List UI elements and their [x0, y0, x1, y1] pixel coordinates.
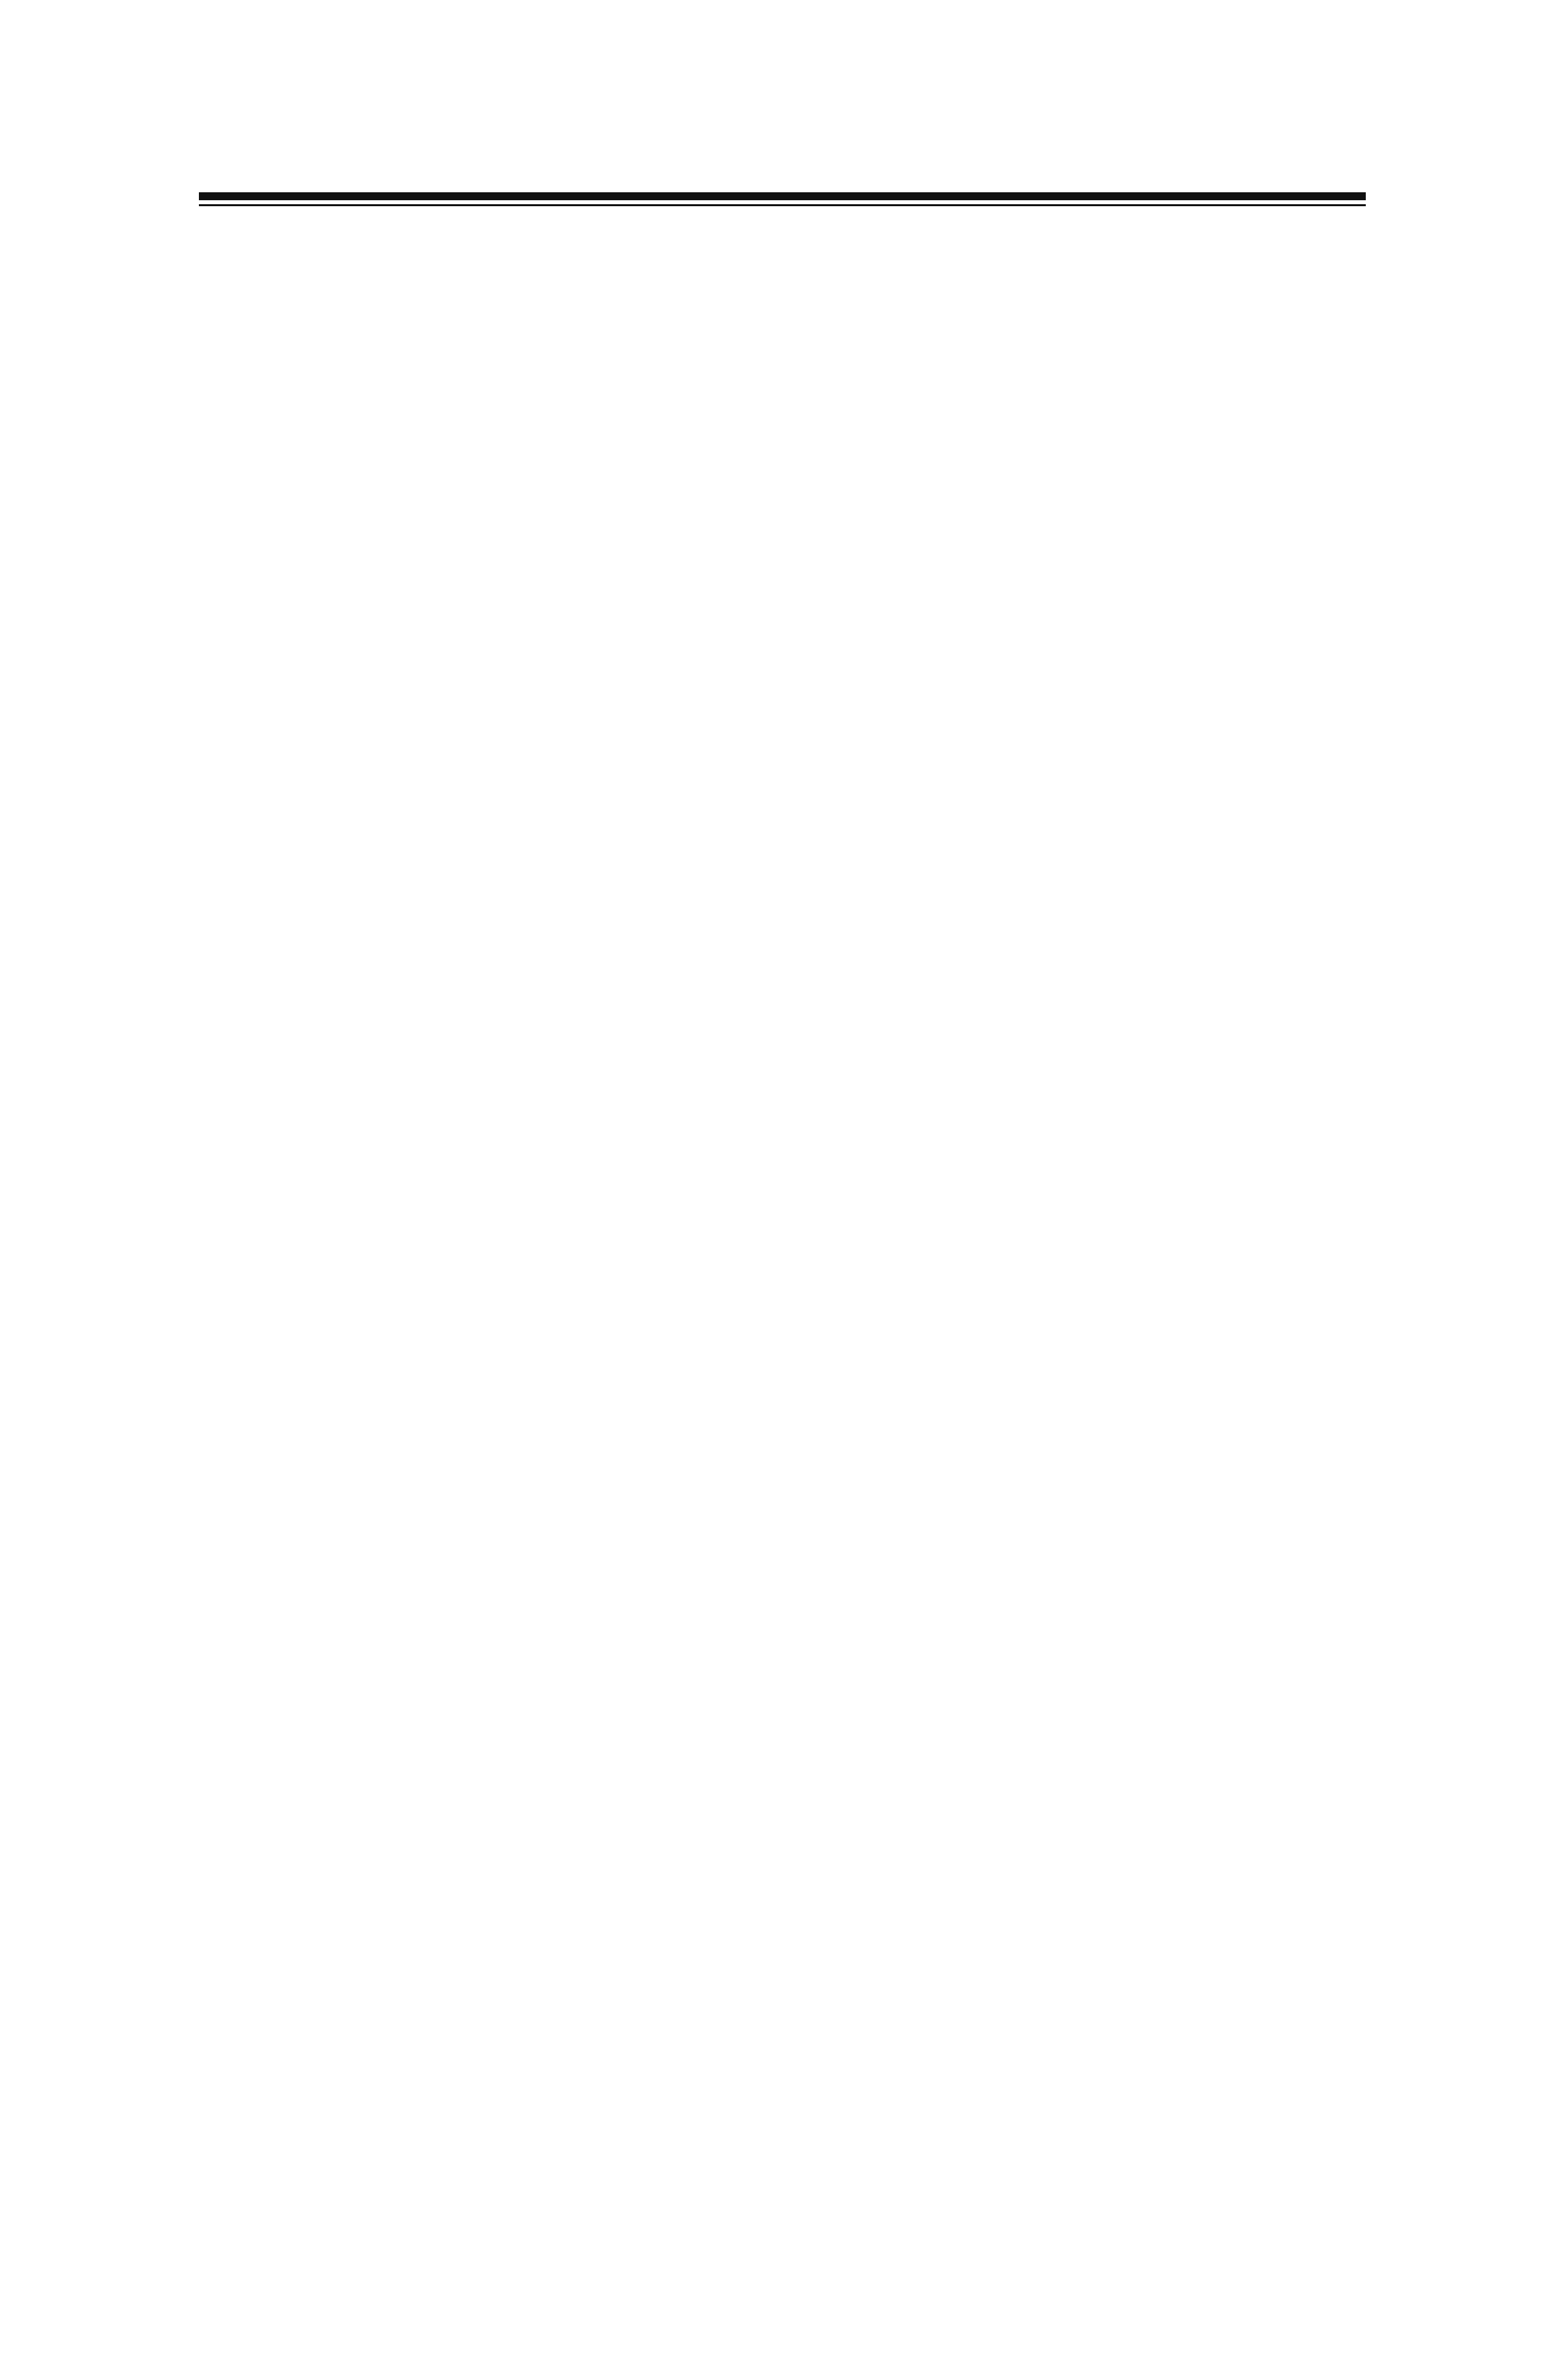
- page-header: [199, 126, 1366, 179]
- header-rule-thin: [199, 204, 1366, 206]
- header-rule: [199, 192, 1366, 200]
- index-body: [199, 215, 1366, 225]
